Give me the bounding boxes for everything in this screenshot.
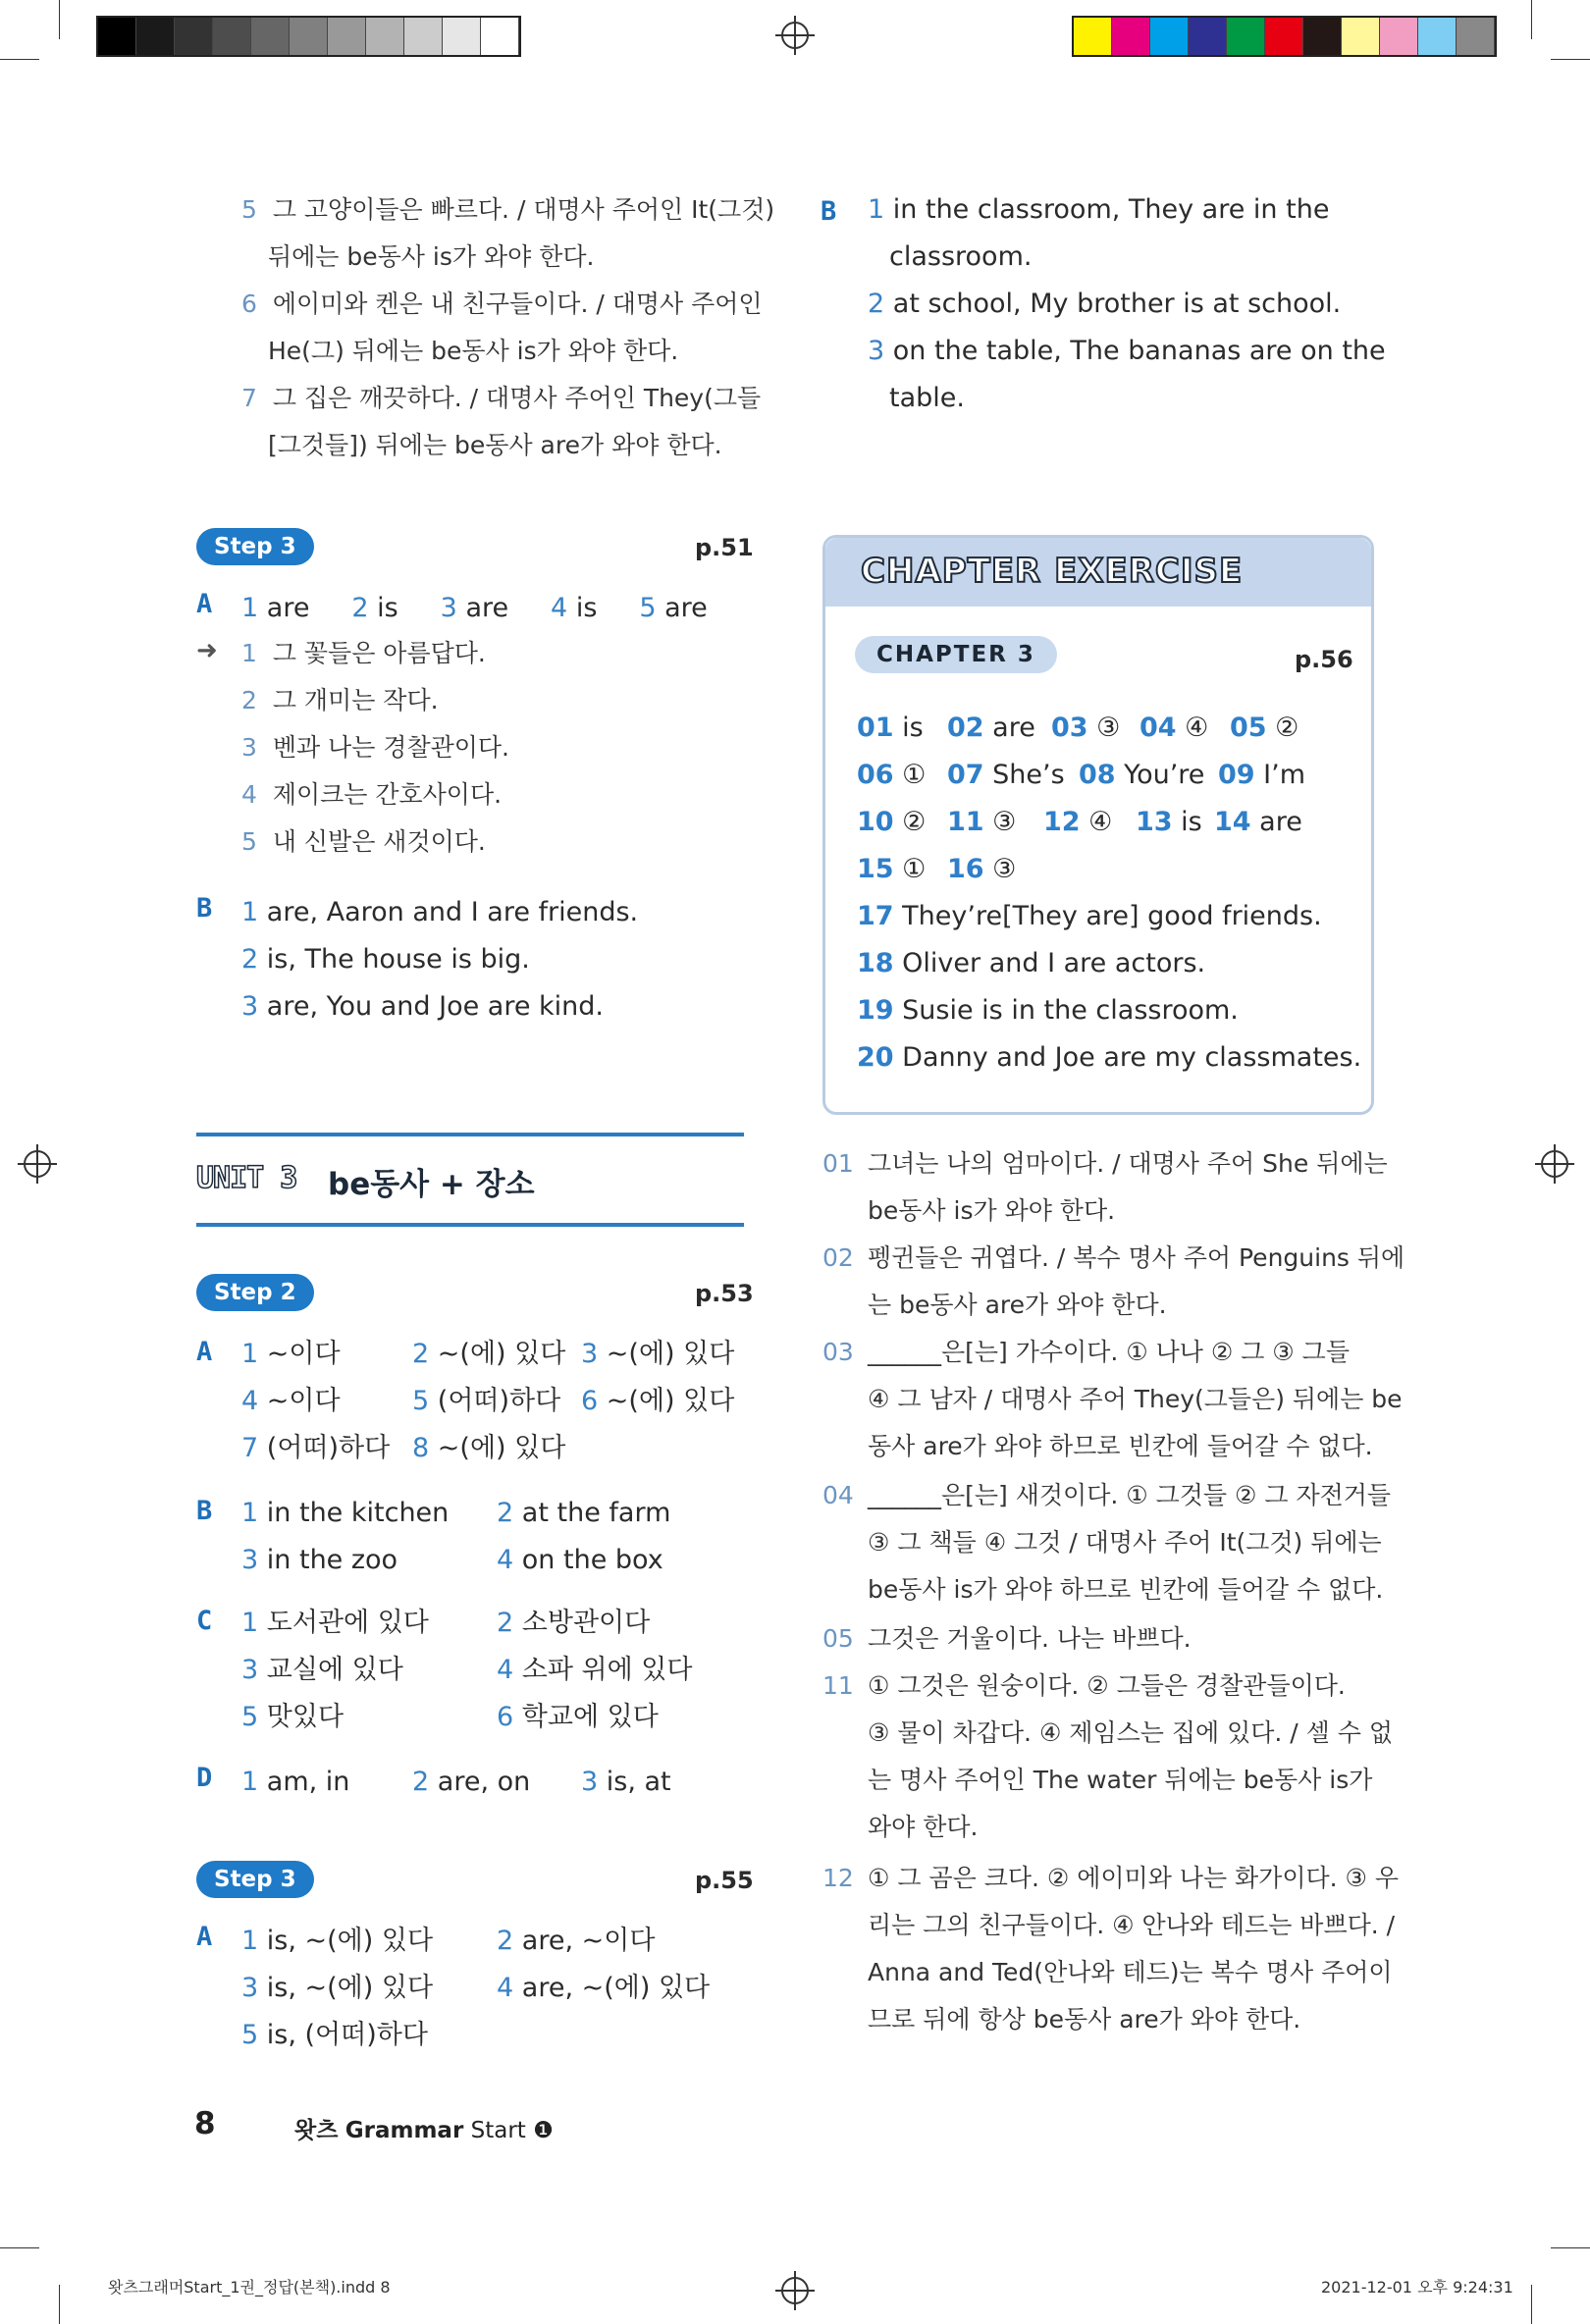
color-swatch <box>1150 18 1189 55</box>
registration-mark-icon <box>24 1150 51 1178</box>
explanation-text: ① 그것은 원숭이다. ② 그들은 경찰관들이다. <box>868 1671 1346 1700</box>
answer-row: 1 are 2 is 3 are 4 is 5 are <box>241 593 708 623</box>
section-letter: D <box>196 1763 213 1793</box>
crop-mark <box>1551 59 1590 60</box>
color-swatch <box>1380 18 1418 55</box>
color-swatch <box>1074 18 1112 55</box>
exercise-item: 03 ③ <box>1051 713 1121 743</box>
answer-item: 1 in the kitchen <box>241 1498 450 1528</box>
color-swatch <box>1112 18 1150 55</box>
section-letter: A <box>196 589 213 619</box>
answer-item: 3 교실에 있다 <box>241 1655 403 1685</box>
color-swatch <box>1303 18 1342 55</box>
explanation-item-6: 6 에이미와 켄은 내 친구들이다. / 대명사 주어인 <box>241 290 763 318</box>
crop-mark <box>1531 0 1532 39</box>
answer-item: 5 맛있다 <box>241 1702 344 1732</box>
answer-item: 3 is, at <box>581 1767 671 1797</box>
color-swatch <box>213 18 251 55</box>
answer-item: 7 (어떠)하다 <box>241 1433 391 1463</box>
explanation-text: ③ 물이 차갑다. ④ 제임스는 집에 있다. / 셀 수 없 <box>868 1718 1394 1747</box>
explanation-item-5: 5 그 고양이들은 빠르다. / 대명사 주어인 It(그것) <box>241 195 775 224</box>
section-letter: A <box>196 1337 213 1367</box>
color-swatch <box>290 18 328 55</box>
page-number: 8 <box>194 2106 216 2141</box>
color-swatch <box>328 18 366 55</box>
explanation-text: 그것은 거울이다. 나는 바쁘다. <box>868 1624 1192 1653</box>
color-swatch <box>404 18 443 55</box>
unit-rule-bottom <box>196 1223 744 1227</box>
crop-mark <box>1551 2247 1590 2248</box>
exercise-item: 05 ② <box>1230 713 1299 743</box>
answer-item: 2 at the farm <box>497 1498 671 1528</box>
answer-text: classroom. <box>889 241 1033 272</box>
answer-item: 4 소파 위에 있다 <box>497 1655 693 1685</box>
translation-line: 3 벤과 나는 경찰관이다. <box>241 733 510 762</box>
page-reference: p.53 <box>695 1280 754 1307</box>
translation-line: 4 제이크는 간호사이다. <box>241 780 503 809</box>
answer-item: 3 ~(에) 있다 <box>581 1339 735 1369</box>
answer-item: 1 is, ~(에) 있다 <box>241 1926 434 1956</box>
explanation-text: Anna and Ted(안나와 테드)는 복수 명사 주어이 <box>868 1958 1393 1986</box>
section-letter: B <box>196 1496 213 1526</box>
exercise-item: 08 You’re <box>1079 760 1205 790</box>
explanation-text: be동사 is가 와야 하므로 빈칸에 들어갈 수 없다. <box>868 1575 1384 1604</box>
answer-item: 2 are, ~이다 <box>497 1926 656 1956</box>
section-letter: B <box>821 196 837 227</box>
section-letter: C <box>196 1606 213 1636</box>
exercise-sentence: 19 Susie is in the classroom. <box>857 995 1239 1026</box>
color-swatch <box>1457 18 1495 55</box>
crop-mark <box>59 0 60 39</box>
exercise-item: 09 I’m <box>1218 760 1306 790</box>
color-swatch <box>366 18 404 55</box>
registration-mark-icon <box>781 2277 809 2304</box>
color-swatch <box>1265 18 1303 55</box>
answer-item: 1 도서관에 있다 <box>241 1608 429 1638</box>
explanation-item-7: 7 그 집은 깨끗하다. / 대명사 주어인 They(그들 <box>241 384 762 412</box>
answer-item: 8 ~(에) 있다 <box>412 1433 566 1463</box>
answer-item: 2 ~(에) 있다 <box>412 1339 566 1369</box>
translation-line: 1 그 꽃들은 아름답다. <box>241 639 486 667</box>
exercise-item: 06 ① <box>857 760 927 790</box>
exercise-sentence: 18 Oliver and I are actors. <box>857 948 1206 978</box>
answer-item: 6 학교에 있다 <box>497 1702 659 1732</box>
crop-mark <box>0 59 39 60</box>
explanation-text: He(그) 뒤에는 be동사 is가 와야 한다. <box>268 337 679 365</box>
step-badge: Step 3 <box>196 1861 314 1898</box>
unit-title: be동사 + 장소 <box>328 1167 535 1202</box>
color-swatch <box>136 18 175 55</box>
color-swatch <box>1342 18 1380 55</box>
answer-item: 1 am, in <box>241 1767 350 1797</box>
explanation-text: ① 그 곰은 크다. ② 에이미와 나는 화가이다. ③ 우 <box>868 1864 1400 1892</box>
explanation-number: 03 <box>822 1338 854 1366</box>
explanation-text: ______은[는] 새것이다. ① 그것들 ② 그 자전거들 <box>868 1481 1392 1509</box>
translation-line: 5 내 신발은 새것이다. <box>241 827 486 856</box>
answer-row: 3 are, You and Joe are kind. <box>241 991 605 1022</box>
explanation-text: ③ 그 책들 ④ 그것 / 대명사 주어 It(그것) 뒤에는 <box>868 1528 1382 1557</box>
answer-item: 2 are, on <box>412 1767 531 1797</box>
chapter-badge: CHAPTER 3 <box>855 636 1057 673</box>
exercise-item: 10 ② <box>857 807 927 837</box>
step-badge: Step 2 <box>196 1274 314 1311</box>
answer-row: 2 is, The house is big. <box>241 944 530 975</box>
explanation-text: 는 명사 주어인 The water 뒤에는 be동사 is가 <box>868 1766 1373 1794</box>
exercise-item: 13 is <box>1136 807 1202 837</box>
answer-item: 3 is, ~(에) 있다 <box>241 1973 434 2003</box>
crop-mark <box>0 2247 39 2248</box>
answer-row: 2 at school, My brother is at school. <box>868 289 1342 319</box>
explanation-number: 05 <box>822 1624 854 1653</box>
answer-item: 2 소방관이다 <box>497 1608 651 1638</box>
exercise-item: 04 ④ <box>1140 713 1209 743</box>
explanation-text: ______은[는] 가수이다. ① 나나 ② 그 ③ 그들 <box>868 1338 1350 1366</box>
gray-color-bar <box>96 16 521 57</box>
explanation-text: 므로 뒤에 항상 be동사 are가 와야 한다. <box>868 2005 1301 2034</box>
registration-mark-icon <box>781 22 809 49</box>
page-reference: p.56 <box>1295 646 1353 673</box>
chapter-exercise-header <box>825 538 1371 607</box>
crop-mark <box>59 2285 60 2324</box>
answer-item: 1 ~이다 <box>241 1339 341 1369</box>
explanation-text: 는 be동사 are가 와야 한다. <box>868 1291 1167 1319</box>
exercise-item: 16 ③ <box>947 854 1017 884</box>
answer-row: 1 are, Aaron and I are friends. <box>241 897 639 927</box>
explanation-number: 11 <box>822 1671 854 1700</box>
unit-badge: UNIT 3 <box>196 1161 297 1195</box>
step-badge: Step 3 <box>196 528 314 565</box>
section-letter: A <box>196 1922 213 1952</box>
explanation-number: 12 <box>822 1864 854 1892</box>
color-swatch <box>443 18 481 55</box>
answer-item: 6 ~(에) 있다 <box>581 1386 735 1416</box>
translation-line: 2 그 개미는 작다. <box>241 686 439 714</box>
page-reference: p.55 <box>695 1867 754 1894</box>
exercise-sentence: 20 Danny and Joe are my classmates. <box>857 1042 1362 1073</box>
answer-item: 5 is, (어떠)하다 <box>241 2020 428 2050</box>
explanation-number: 04 <box>822 1481 854 1509</box>
color-swatch <box>1227 18 1265 55</box>
unit-rule-top <box>196 1133 744 1136</box>
answer-item: 4 are, ~(에) 있다 <box>497 1973 711 2003</box>
chapter-exercise-title: CHAPTER EXERCISE <box>861 552 1244 591</box>
chapter-exercise-box <box>822 535 1374 1115</box>
explanation-text: 그녀는 나의 엄마이다. / 대명사 주어 She 뒤에는 <box>868 1149 1388 1178</box>
answer-item: 4 ~이다 <box>241 1386 341 1416</box>
page-reference: p.51 <box>695 534 754 561</box>
exercise-item: 07 She’s <box>947 760 1065 790</box>
answer-item: 3 in the zoo <box>241 1545 398 1575</box>
section-letter: B <box>196 893 213 924</box>
explanation-text: 뒤에는 be동사 is가 와야 한다. <box>268 242 595 271</box>
registration-mark-icon <box>1541 1150 1568 1178</box>
slug-date: 2021-12-01 오후 9:24:31 <box>1321 2278 1513 2297</box>
exercise-item: 12 ④ <box>1043 807 1113 837</box>
answer-row: 3 on the table, The bananas are on the <box>868 336 1386 366</box>
answer-row: 1 in the classroom, They are in the <box>868 194 1330 225</box>
exercise-item: 14 are <box>1214 807 1302 837</box>
color-swatch <box>175 18 213 55</box>
answer-text: table. <box>889 383 965 413</box>
explanation-text: ④ 그 남자 / 대명사 주어 They(그들은) 뒤에는 be <box>868 1385 1403 1413</box>
slug-filename: 왓츠그래머Start_1권_정답(본책).indd 8 <box>108 2278 391 2297</box>
color-swatch <box>251 18 290 55</box>
arrow-icon: ➜ <box>196 636 218 665</box>
explanation-text: [그것들]) 뒤에는 be동사 are가 와야 한다. <box>268 431 722 459</box>
color-swatch <box>1189 18 1227 55</box>
book-title: 왓츠 Grammar Start ❶ <box>294 2118 554 2143</box>
crop-mark <box>1531 2285 1532 2324</box>
explanation-number: 02 <box>822 1243 854 1272</box>
answer-item: 4 on the box <box>497 1545 663 1575</box>
exercise-row: 01 is <box>857 713 924 743</box>
color-swatch <box>481 18 519 55</box>
color-swatch <box>1418 18 1457 55</box>
explanation-text: 리는 그의 친구들이다. ④ 안나와 테드는 바쁘다. / <box>868 1911 1396 1939</box>
color-swatch <box>98 18 136 55</box>
explanation-text: be동사 is가 와야 한다. <box>868 1196 1116 1225</box>
explanation-text: 펭귄들은 귀엽다. / 복수 명사 주어 Penguins 뒤에 <box>868 1243 1405 1272</box>
exercise-sentence: 17 They’re[They are] good friends. <box>857 901 1322 931</box>
explanation-text: 동사 are가 와야 하므로 빈칸에 들어갈 수 없다. <box>868 1432 1373 1460</box>
explanation-text: 와야 한다. <box>868 1813 979 1841</box>
process-color-bar <box>1072 16 1497 57</box>
answer-item: 5 (어떠)하다 <box>412 1386 561 1416</box>
exercise-item: 11 ③ <box>947 807 1017 837</box>
explanation-number: 01 <box>822 1149 854 1178</box>
exercise-item: 15 ① <box>857 854 927 884</box>
exercise-item: 02 are <box>947 713 1035 743</box>
